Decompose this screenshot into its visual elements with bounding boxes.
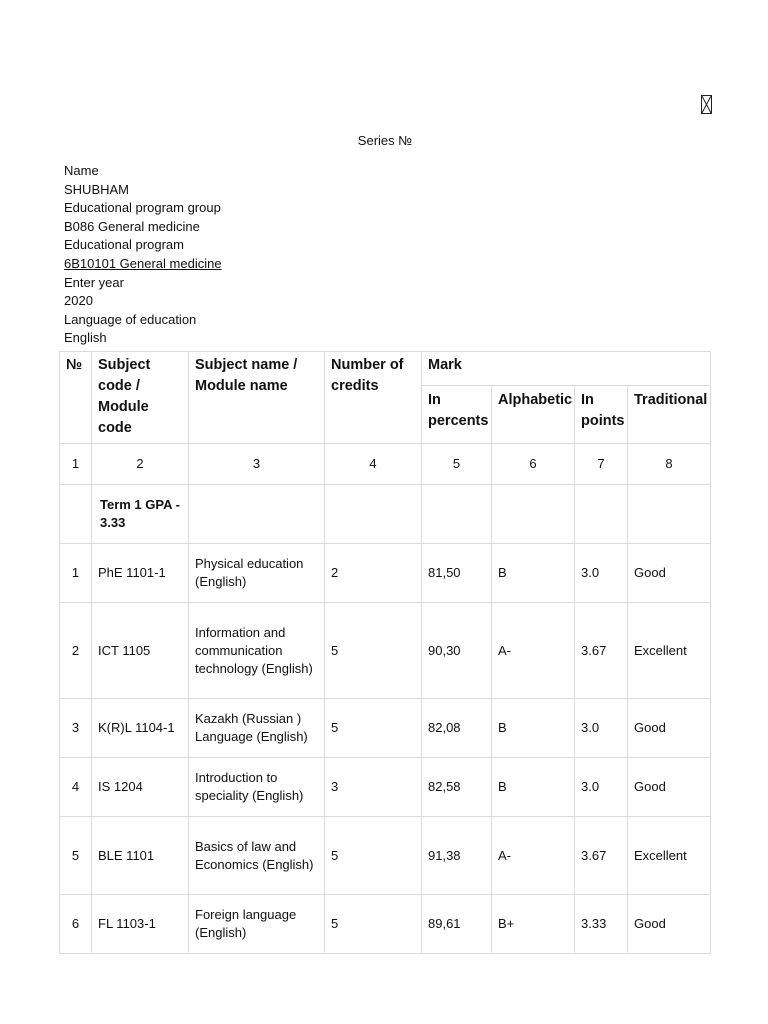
column-number: 8 (628, 444, 711, 485)
term-row (60, 485, 711, 544)
credits: 5 (325, 699, 422, 758)
program-link[interactable]: 6B10101 General medicine (64, 255, 222, 271)
column-number: 5 (422, 444, 492, 485)
mark-alphabetic: B (492, 758, 575, 817)
student-info (64, 162, 222, 348)
mark-percent: 82,08 (422, 699, 492, 758)
mark-percent: 81,50 (422, 544, 492, 603)
column-number: 7 (575, 444, 628, 485)
mark-alphabetic: A- (492, 817, 575, 895)
mark-alphabetic: B+ (492, 895, 575, 954)
table-row (60, 758, 711, 817)
subject-name: Kazakh (Russian ) Language (English) (189, 699, 325, 758)
subject-code: FL 1103-1 (92, 895, 189, 954)
column-number: 1 (60, 444, 92, 485)
mark-traditional: Good (628, 699, 711, 758)
table-row (60, 817, 711, 895)
program-group-value: B086 General medicine (64, 218, 200, 234)
header-subject-code: Subject code / Module code (92, 352, 189, 444)
header-in-percents: In percents (422, 386, 492, 444)
subject-name: Basics of law and Economics (English) (189, 817, 325, 895)
subject-name: Introduction to speciality (English) (189, 758, 325, 817)
enter-year-value: 2020 (64, 293, 93, 309)
credits: 3 (325, 758, 422, 817)
subject-code: K(R)L 1104-1 (92, 699, 189, 758)
mark-percent: 91,38 (422, 817, 492, 895)
transcript-table (59, 351, 711, 954)
row-number: 5 (60, 817, 92, 895)
mark-points: 3.67 (575, 817, 628, 895)
mark-alphabetic: B (492, 699, 575, 758)
header-credits: Number of credits (325, 352, 422, 444)
series-label: Series № (357, 133, 413, 148)
subject-name: Foreign language (English) (189, 895, 325, 954)
mark-percent: 90,30 (422, 603, 492, 699)
credits: 2 (325, 544, 422, 603)
subject-name: Physical education (English) (189, 544, 325, 603)
header-mark: Mark (422, 352, 711, 386)
credits: 5 (325, 895, 422, 954)
column-number: 3 (189, 444, 325, 485)
mark-points: 3.33 (575, 895, 628, 954)
header-subject-name: Subject name / Module name (189, 352, 325, 444)
language-value: English (64, 330, 107, 346)
subject-code: PhE 1101-1 (92, 544, 189, 603)
name-value: SHUBHAM (64, 181, 130, 197)
program-label: Educational program (64, 237, 184, 253)
header-traditional: Traditional (628, 386, 711, 444)
missing-glyph-icon (701, 95, 712, 114)
mark-percent: 82,58 (422, 758, 492, 817)
mark-points: 3.67 (575, 603, 628, 699)
subject-name: Information and communication technology (English) (189, 603, 325, 699)
row-number: 6 (60, 895, 92, 954)
row-number: 2 (60, 603, 92, 699)
mark-alphabetic: A- (492, 603, 575, 699)
table-row (60, 895, 711, 954)
row-number: 4 (60, 758, 92, 817)
mark-traditional: Excellent (628, 603, 711, 699)
header-alphabetic: Alphabetic (492, 386, 575, 444)
mark-alphabetic: B (492, 544, 575, 603)
mark-points: 3.0 (575, 544, 628, 603)
column-number: 6 (492, 444, 575, 485)
enter-year-label: Enter year (64, 274, 124, 290)
column-number: 2 (92, 444, 189, 485)
mark-traditional: Good (628, 758, 711, 817)
column-number: 4 (325, 444, 422, 485)
mark-percent: 89,61 (422, 895, 492, 954)
program-group-label: Educational program group (64, 200, 221, 216)
credits: 5 (325, 817, 422, 895)
credits: 5 (325, 603, 422, 699)
subject-code: ICT 1105 (92, 603, 189, 699)
mark-traditional: Good (628, 895, 711, 954)
mark-points: 3.0 (575, 699, 628, 758)
subject-code: IS 1204 (92, 758, 189, 817)
table-row (60, 603, 711, 699)
name-label: Name (64, 163, 99, 178)
row-number: 3 (60, 699, 92, 758)
mark-points: 3.0 (575, 758, 628, 817)
row-number: 1 (60, 544, 92, 603)
mark-traditional: Excellent (628, 817, 711, 895)
language-label: Language of education (64, 311, 197, 327)
mark-traditional: Good (628, 544, 711, 603)
subject-code: BLE 1101 (92, 817, 189, 895)
term-gpa: Term 1 GPA - 3.33 (92, 485, 189, 544)
header-in-points: In points (575, 386, 628, 444)
table-row (60, 699, 711, 758)
header-number: № (60, 352, 92, 444)
column-number-row (60, 444, 711, 485)
table-row (60, 544, 711, 603)
